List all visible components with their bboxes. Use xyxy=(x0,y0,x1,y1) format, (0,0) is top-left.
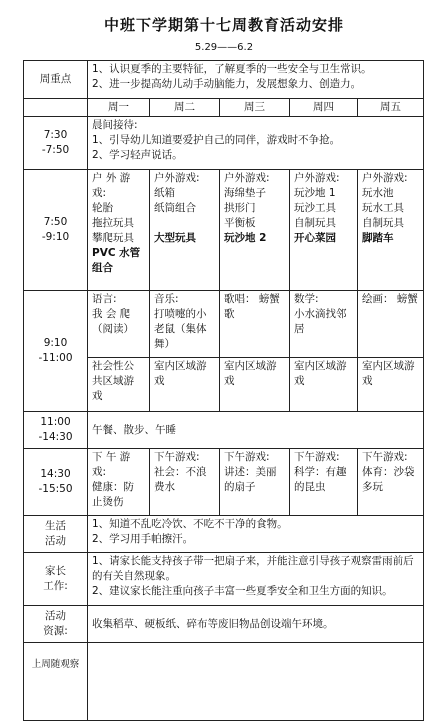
life-content xyxy=(88,516,424,553)
cell-line: 户外游戏: xyxy=(154,172,200,184)
area-thu xyxy=(290,358,358,412)
time-end: -14:30 xyxy=(38,431,73,443)
time-end: -15:50 xyxy=(38,483,73,495)
cell-line: 下午游戏: xyxy=(294,451,340,463)
cell-line: 纸筒组合 xyxy=(154,202,196,214)
cell-line: 纸箱 xyxy=(154,187,175,199)
label-line: 工作: xyxy=(43,580,68,592)
cell-line: 戏 xyxy=(362,375,373,387)
afternoon-row xyxy=(24,449,424,516)
cell-line: 费水 xyxy=(154,481,175,493)
cell-line: 脚踏车 xyxy=(362,232,394,244)
parents-row xyxy=(24,553,424,606)
cell-line: 音乐: xyxy=(154,293,179,305)
cell-line: 戏: xyxy=(92,466,107,478)
resources-row xyxy=(24,606,424,643)
outdoor-thu xyxy=(290,170,358,291)
label-line: 资源: xyxy=(43,625,68,637)
lesson-mon xyxy=(88,291,150,358)
parents-label xyxy=(24,553,88,606)
time-start: 9:10 xyxy=(43,337,68,349)
cell-line: 社会：不浪 xyxy=(154,466,207,478)
cell-line: 我 会 爬 xyxy=(92,308,131,320)
cell-line: 玩沙工具 xyxy=(294,202,336,214)
label-line: 活动 xyxy=(45,535,66,547)
cell-line: （阅读） xyxy=(92,323,134,335)
resources-label xyxy=(24,606,88,643)
observe-content[interactable] xyxy=(88,643,424,721)
time-end: -11:00 xyxy=(38,352,73,364)
cell-line: 居 xyxy=(294,323,305,335)
cell-line: 讲述：美丽 xyxy=(224,466,277,478)
morning-content xyxy=(88,117,424,170)
time-start: 14:30 xyxy=(40,468,71,480)
lesson-thu xyxy=(290,291,358,358)
afternoon-wed xyxy=(220,449,290,516)
cell-line: 室内区域游 xyxy=(224,360,277,372)
cell-line: PVC 水管 xyxy=(92,247,141,259)
day-header-wed: 周三 xyxy=(220,99,290,117)
time-lessons xyxy=(24,291,88,412)
cell-line: 止烫伤 xyxy=(92,496,124,508)
cell-line: 戏 xyxy=(92,390,103,402)
lesson-tue xyxy=(150,291,220,358)
area-tue xyxy=(150,358,220,412)
label-line: 家长 xyxy=(45,565,66,577)
time-start: 7:50 xyxy=(43,216,68,228)
resources-content: 收集稻草、硬板纸、碎布等废旧物品创设端午环境。 xyxy=(88,606,424,643)
morning-heading: 晨间接待: xyxy=(92,119,138,131)
cell-line: 打喷嚏的小 xyxy=(154,308,207,320)
cell-line: 开心菜园 xyxy=(294,232,336,244)
cell-line: 体育：沙袋 xyxy=(362,466,415,478)
cell-line: 数学: xyxy=(294,293,319,305)
cell-line: 玩沙地 2 xyxy=(224,232,267,244)
focus-line: 1、认识夏季的主要特征，了解夏季的一些安全与卫生常识。 xyxy=(92,63,372,75)
cell-line: 绘画： 螃蟹 xyxy=(362,293,418,305)
observe-row xyxy=(24,643,424,721)
life-line: 2、学习用手帕擦汗。 xyxy=(92,533,194,545)
time-start: 11:00 xyxy=(40,416,71,428)
life-label xyxy=(24,516,88,553)
cell-line: 自制玩具 xyxy=(294,217,336,229)
time-start: 7:30 xyxy=(43,129,68,141)
cell-line: 歌 xyxy=(224,308,235,320)
cell-line: 玩沙地 1 xyxy=(294,187,336,199)
time-afternoon xyxy=(24,449,88,516)
cell-line: 户外游戏: xyxy=(224,172,270,184)
cell-line: 攀爬玩具 xyxy=(92,232,134,244)
label-line: 活动 xyxy=(45,610,66,622)
time-noon xyxy=(24,412,88,449)
cell-line: 的昆虫 xyxy=(294,481,326,493)
page-title: 中班下学期第十七周教育活动安排 xyxy=(103,16,344,34)
cell-line: 多玩 xyxy=(362,481,383,493)
time-outdoor xyxy=(24,170,88,291)
parents-content xyxy=(88,553,424,606)
cell-line: 自制玩具 xyxy=(362,217,404,229)
parents-line: 2、建议家长能注重向孩子丰富一些夏季安全和卫生方面的知识。 xyxy=(92,585,393,597)
day-header-thu: 周四 xyxy=(290,99,358,117)
cell-line: 舞） xyxy=(154,338,175,350)
date-range: 5.29——6.2 xyxy=(194,42,254,53)
cell-line: 玩水工具 xyxy=(362,202,404,214)
cell-line: 小水滴找邻 xyxy=(294,308,347,320)
time-end: -7:50 xyxy=(41,144,70,156)
day-header-tue: 周二 xyxy=(150,99,220,117)
cell-line: 拱形门 xyxy=(224,202,256,214)
cell-line: 戏 xyxy=(294,375,305,387)
lesson-wed xyxy=(220,291,290,358)
label-line: 生活 xyxy=(45,520,66,532)
noon-content: 午餐、散步、午睡 xyxy=(88,412,424,449)
cell-line: 室内区域游 xyxy=(154,360,207,372)
cell-line: 户外游戏: xyxy=(294,172,340,184)
area-wed xyxy=(220,358,290,412)
cell-line: 科学：有趣 xyxy=(294,466,347,478)
life-line: 1、知道不乱吃冷饮、不吃不干净的食物。 xyxy=(92,518,288,530)
afternoon-fri xyxy=(358,449,424,516)
morning-line: 1、引导幼儿知道要爱护自己的同伴，游戏时不争抢。 xyxy=(92,134,341,146)
cell-line: 轮胎 xyxy=(92,202,113,214)
day-header-fri: 周五 xyxy=(358,99,424,117)
cell-line: 老鼠（集体 xyxy=(154,323,207,335)
schedule-table xyxy=(23,60,424,721)
cell-line: 下 午 游 xyxy=(92,451,131,463)
cell-line: 戏 xyxy=(224,375,235,387)
cell-spacer xyxy=(154,216,215,231)
outdoor-wed xyxy=(220,170,290,291)
time-end: -9:10 xyxy=(41,231,70,243)
cell-line: 组合 xyxy=(92,262,113,274)
area-fri xyxy=(358,358,424,412)
focus-row xyxy=(24,61,424,99)
afternoon-tue xyxy=(150,449,220,516)
lessons-row xyxy=(24,291,424,358)
cell-line: 下午游戏: xyxy=(154,451,200,463)
afternoon-thu xyxy=(290,449,358,516)
days-corner xyxy=(24,99,88,117)
time-morning xyxy=(24,117,88,170)
outdoor-row xyxy=(24,170,424,291)
outdoor-tue xyxy=(150,170,220,291)
focus-line: 2、进一步提高幼儿动手动脑能力，发展想象力、创造力。 xyxy=(92,78,362,90)
cell-line: 健康：防 xyxy=(92,481,134,493)
days-row xyxy=(24,99,424,117)
cell-line: 拖拉玩具 xyxy=(92,217,134,229)
cell-line: 户 外 游 xyxy=(92,172,131,184)
cell-line: 歌唱： 螃蟹 xyxy=(224,293,280,305)
cell-line: 大型玩具 xyxy=(154,232,196,244)
cell-line: 社会性公 xyxy=(92,360,134,372)
cell-line: 平衡板 xyxy=(224,217,256,229)
focus-label: 周重点 xyxy=(24,61,88,99)
area-mon xyxy=(88,358,150,412)
outdoor-mon xyxy=(88,170,150,291)
cell-line: 的扇子 xyxy=(224,481,256,493)
noon-row xyxy=(24,412,424,449)
cell-line: 下午游戏: xyxy=(224,451,270,463)
cell-line: 海绵垫子 xyxy=(224,187,266,199)
cell-line: 下午游戏: xyxy=(362,451,408,463)
cell-line: 戏: xyxy=(92,187,107,199)
outdoor-fri xyxy=(358,170,424,291)
cell-line: 语言: xyxy=(92,293,117,305)
cell-line: 室内区域游 xyxy=(362,360,415,372)
cell-line: 室内区域游 xyxy=(294,360,347,372)
day-header-mon: 周一 xyxy=(88,99,150,117)
morning-line: 2、学习轻声说话。 xyxy=(92,149,183,161)
afternoon-mon xyxy=(88,449,150,516)
cell-line: 共区域游 xyxy=(92,375,134,387)
cell-line: 戏 xyxy=(154,375,165,387)
cell-line: 户外游戏: xyxy=(362,172,408,184)
cell-line: 玩水池 xyxy=(362,187,394,199)
life-row xyxy=(24,516,424,553)
observe-label: 上周随观察 xyxy=(24,643,88,721)
parents-line: 1、请家长能支持孩子带一把扇子来，并能注意引导孩子观察雷雨前后的有关自然现象。 xyxy=(92,555,414,582)
focus-content xyxy=(88,61,424,99)
morning-row xyxy=(24,117,424,170)
lesson-fri xyxy=(358,291,424,358)
